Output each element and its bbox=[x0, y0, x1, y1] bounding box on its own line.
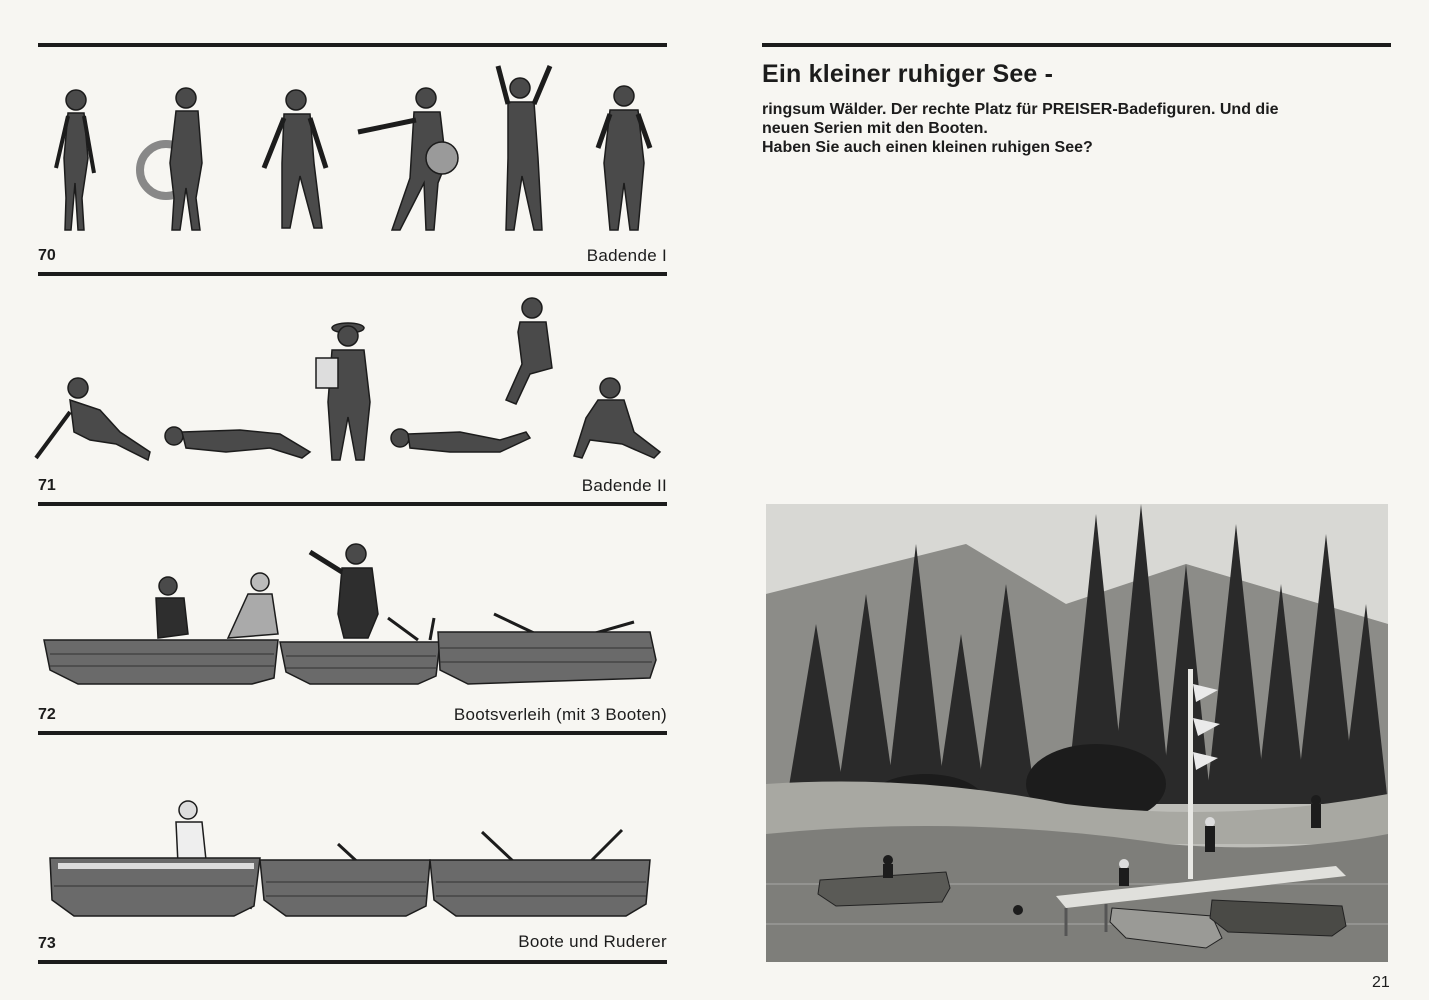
lake-photo bbox=[766, 504, 1388, 962]
item-number-71: 71 bbox=[38, 477, 56, 494]
article-intro bbox=[762, 100, 1392, 157]
intro-line-3: Haben Sie auch einen kleinen ruhigen See? bbox=[762, 139, 1093, 156]
rule-after-72 bbox=[38, 731, 667, 735]
figures-badende-1 bbox=[38, 58, 667, 238]
item-title-boote-ruderer: Boote und Ruderer bbox=[518, 932, 667, 951]
item-title-badende-1: Badende I bbox=[586, 246, 667, 265]
item-title-badende-2: Badende II bbox=[581, 476, 667, 495]
figures-bootsverleih bbox=[38, 538, 667, 688]
rule-after-73 bbox=[38, 960, 667, 964]
intro-line-2: neuen Serien mit den Booten. bbox=[762, 120, 988, 137]
lake-scene-image bbox=[766, 504, 1388, 962]
bathers-reclining-illustration bbox=[30, 292, 670, 467]
rule-after-70 bbox=[38, 272, 667, 276]
item-title-bootsverleih: Bootsverleih (mit 3 Booten) bbox=[453, 705, 667, 724]
top-rule-right bbox=[762, 43, 1391, 47]
bathers-standing-illustration bbox=[38, 58, 667, 238]
figures-badende-2 bbox=[30, 292, 670, 467]
rule-after-71 bbox=[38, 502, 667, 506]
page-number: 21 bbox=[1372, 974, 1390, 991]
item-number-70: 70 bbox=[38, 247, 56, 264]
boats-and-rower-illustration bbox=[38, 796, 667, 926]
boat-rental-illustration bbox=[38, 538, 667, 688]
top-rule-left bbox=[38, 43, 667, 47]
intro-line-1: ringsum Wälder. Der rechte Platz für PREISER-Badefiguren. Und die bbox=[762, 101, 1279, 118]
article-heading: Ein kleiner ruhiger See - bbox=[762, 60, 1054, 88]
figures-boote-ruderer bbox=[38, 796, 667, 926]
item-number-73: 73 bbox=[38, 935, 56, 952]
item-number-72: 72 bbox=[38, 706, 56, 723]
